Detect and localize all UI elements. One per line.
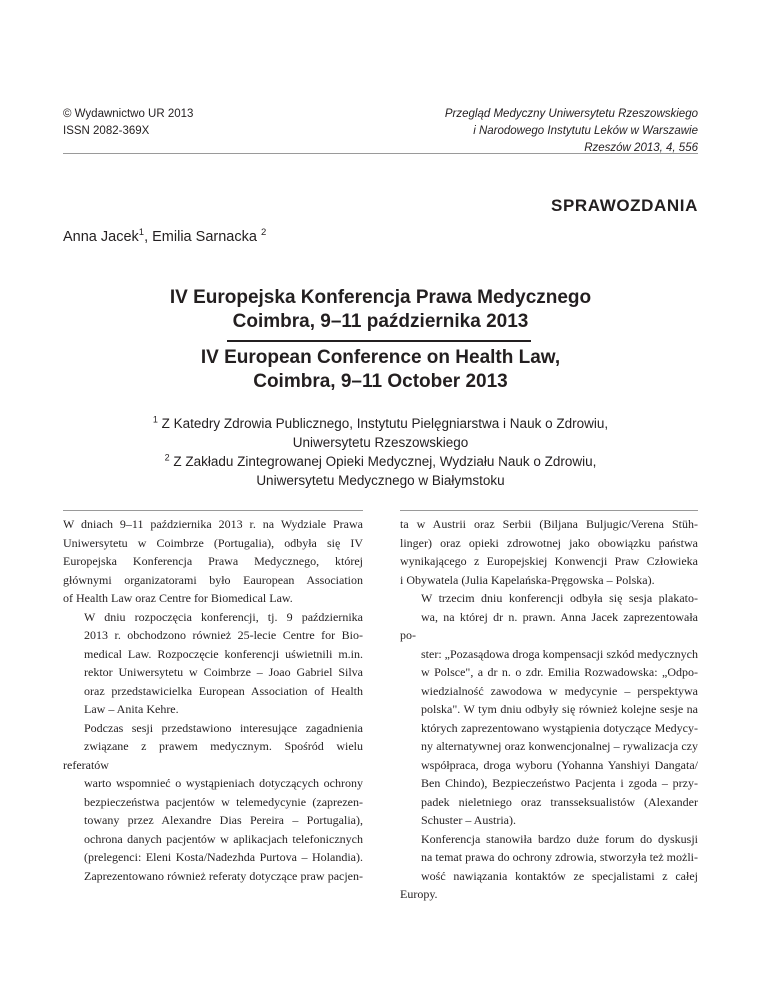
text-line: towany przez Alexandre Dias Pereira – Portugalia), xyxy=(84,813,363,827)
text-line: Uniwersytetu w Coimbrze (Portugalia), odbyła się IV xyxy=(63,535,363,550)
text-line: Law – Anita Kehre. xyxy=(84,702,179,716)
text-line: warto wspomnieć o wystąpieniach dotyczących ochrony xyxy=(84,776,363,790)
text-line: ster: „Pozasądowa droga kompensacji szkód medycznych xyxy=(421,646,698,661)
journal-imprint xyxy=(63,106,193,140)
paragraph xyxy=(63,515,363,608)
text-line: polska". W tym dniu odbyły się również kolejne sesje na xyxy=(421,702,698,716)
affiliation-1 xyxy=(63,414,698,433)
text-line: związane z prawem medycznym. Spośród wielu referatów xyxy=(63,739,363,772)
title-line: IV Europejska Konferencja Prawa Medycznego xyxy=(169,287,592,308)
title-divider xyxy=(227,340,531,342)
text-line: W dniach 9–11 października 2013 r. na Wydziale Prawa xyxy=(63,517,363,531)
text-line: i Obywatela (Julia Kapelańska-Pręgowska – Polska). xyxy=(400,572,655,587)
text-line: oraz przedstawicielka European Association of Health xyxy=(84,683,363,698)
text-line: głównymi organizatorami było Eauropean Association xyxy=(63,572,363,587)
title-line: Coimbra, 9–11 października 2013 xyxy=(232,311,529,332)
text-line: Konferencja stanowiła bardzo duże forum do dyskusji xyxy=(421,831,698,846)
text-line: ny alternatywnej oraz konwencjonalnej – rywalizacja czy xyxy=(421,739,698,753)
affiliation-1-continued: Uniwersytetu Rzeszowskiego xyxy=(292,435,469,450)
affiliation-mark: 1 xyxy=(152,414,158,425)
section-heading: SPRAWOZDANIA xyxy=(551,196,698,215)
body-column-left xyxy=(63,515,363,885)
text-line: Podczas sesji przedstawiono interesujące zagadnienia xyxy=(84,720,363,735)
text-line: bezpieczeństwa pacjentów w telemedycynie (zaprezen- xyxy=(84,794,363,809)
text-line: W dniu rozpoczęcia konferencji, tj. 9 października xyxy=(84,609,363,624)
journal-issue-line: Rzeszów 2013, 4, 556 xyxy=(584,142,698,154)
issn-line: ISSN 2082-369X xyxy=(63,125,150,137)
author-affiliation-mark: 2 xyxy=(260,227,267,239)
paragraph xyxy=(400,515,698,589)
publisher-line: © Wydawnictwo UR 2013 xyxy=(63,108,194,120)
article-title-english xyxy=(63,346,698,394)
body-column-right xyxy=(400,515,698,904)
text-line: współpraca, droga wyboru (Yohanna Yanshiyi Dangata/ xyxy=(421,757,698,772)
affiliations xyxy=(63,414,698,490)
paragraph xyxy=(400,589,698,830)
text-line: w Polsce", a dr n. o zdr. Emilia Rozwadowska: „Odpo- xyxy=(421,665,698,679)
text-line: których zaprezentowano wystąpienia dotyczące Medycy- xyxy=(421,720,698,735)
author-name: Anna Jacek xyxy=(63,229,139,245)
text-line: linger) oraz opieki zdrowotnej jako obowiązku państwa xyxy=(400,535,698,550)
paragraph xyxy=(63,608,363,719)
title-line: IV European Conference on Health Law, xyxy=(200,347,561,368)
text-line: of Health Law oraz Centre for Biomedical Law. xyxy=(63,591,293,605)
affiliation-2 xyxy=(63,452,698,471)
left-column-rule xyxy=(63,510,363,511)
journal-name-line-2: i Narodowego Instytutu Leków w Warszawie xyxy=(473,125,698,137)
title-line: Coimbra, 9–11 October 2013 xyxy=(253,371,508,392)
text-line: wiedzialność zawodowa w medycynie – perspektywa xyxy=(421,683,698,698)
text-line: ta w Austrii oraz Serbii (Biljana Buljugic/Verena Stüh- xyxy=(400,517,698,531)
text-line: 2013 r. obchodzono również 25-lecie Centre for Bio- xyxy=(84,628,363,642)
paragraph xyxy=(400,830,698,904)
right-column-rule xyxy=(400,510,698,511)
text-line: W trzecim dniu konferencji odbyła się sesja plakato- xyxy=(421,591,698,605)
author-affiliation-mark: 1 xyxy=(138,227,145,239)
affiliation-text: Z Zakładu Zintegrowanej Opieki Medycznej, Wydziału Nauk o Zdrowiu, xyxy=(169,454,597,469)
author-separator: , xyxy=(144,229,153,245)
text-line: ochrona danych pacjentów w aplikacjach telefonicznych xyxy=(84,831,363,846)
text-line: rektor Uniwersytetu w Coimbrze – Joao Gabriel Silva xyxy=(84,665,363,679)
journal-name-line-1: Przegląd Medyczny Uniwersytetu Rzeszowskiego xyxy=(444,108,698,120)
affiliation-text: Z Katedry Zdrowia Publicznego, Instytutu Pielęgniarstwa i Nauk o Zdrowiu, xyxy=(157,416,609,431)
text-line: wość nawiązania kontaktów ze specjalistami z całej Europy. xyxy=(400,868,698,901)
header-divider xyxy=(63,153,698,154)
text-line: wa, na której dr n. prawn. Anna Jacek zaprezentowała po- xyxy=(400,609,698,642)
text-line: Zaprezentowano również referaty dotyczące praw pacjen- xyxy=(84,868,363,883)
text-line: (prelegenci: Eleni Kosta/Nadezhda Purtova – Holandia). xyxy=(84,850,363,864)
article-title-polish xyxy=(63,286,698,334)
text-line: wynikającego z Europejskiej Konwencji Praw Człowieka xyxy=(400,554,698,568)
journal-citation xyxy=(445,106,698,157)
author-list xyxy=(63,229,266,245)
text-line: padek nieletniego oraz transseksualistów (Alexander xyxy=(421,794,698,809)
text-line: medical Law. Rozpoczęcie konferencji uświetnili m.in. xyxy=(84,646,363,661)
text-line: na temat prawa do ochrony zdrowia, stworzyła też możli- xyxy=(421,850,698,864)
text-line: Schuster – Austria). xyxy=(421,813,516,827)
author-name: Emilia Sarnacka xyxy=(152,229,261,245)
paragraph xyxy=(63,719,363,886)
text-line: Europejska Konferencja Prawa Medycznego, której xyxy=(63,554,363,568)
text-line: Ben Chindo), Bezpieczeństwo Pacjenta i zgoda – przy- xyxy=(421,776,698,790)
affiliation-2-continued: Uniwersytetu Medycznego w Białymstoku xyxy=(256,473,505,488)
affiliation-mark: 2 xyxy=(164,452,170,463)
